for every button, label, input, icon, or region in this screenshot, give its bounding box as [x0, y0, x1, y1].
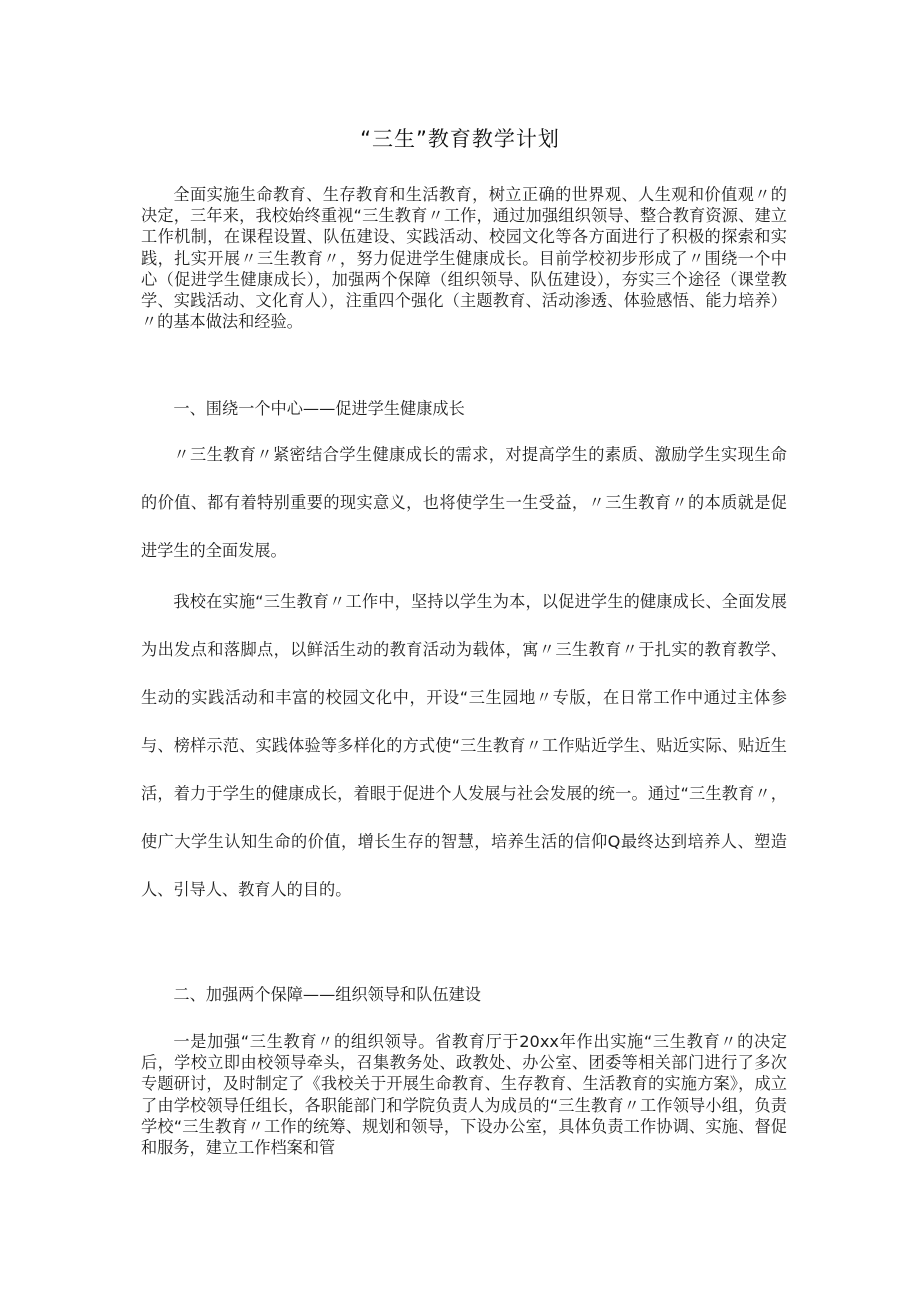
- intro-paragraph: 全面实施生命教育、生存教育和生活教育，树立正确的世界观、人生观和价值观〃的决定，三年来，我校始终重视“三生教育〃工作，通过加强组织领导、整合教育资源、建立工作机制，在课程设置、队伍建设、实践活动、校园文化等各方面进行了积极的探索和实践，扎实开展〃三生教育〃，努力促进学生健康成长。目前学校初步形成了〃围绕一个中心（促进学生健康成长），加强两个保障（组织领导、队伍建设），夯实三个途径（课堂教学、实践活动、文化育人），注重四个强化（主题教育、活动渗透、体验感悟、能力培养）〃的基本做法和经验。: [141, 185, 787, 332]
- section-2-paragraph-1: 一是加强“三生教育〃的组织领导。省教育厅于20xx年作出实施“三生教育〃的决定后，学校立即由校领导牵头，召集教务处、政教处、办公室、团委等相关部门进行了多次专题研讨，及时制定了《我校关于开展生命教育、生存教育、生活教育的实施方案》，成立了由学校领导任组长，各职能部门和学院负责人为成员的“三生教育〃工作领导小组，负责学校“三生教育〃工作的统筹、规划和领导，下设办公室，具体负责工作协调、实施、督促和服务，建立工作档案和管: [141, 1032, 787, 1158]
- document-title: “三生”教育教学计划: [360, 127, 560, 151]
- section-1-paragraph-1: 〃三生教育〃紧密结合学生健康成长的需求，对提高学生的素质、激励学生实现生命的价值、都有着特别重要的现实意义，也将使学生一生受益，〃三生教育〃的本质就是促进学生的全面发展。: [141, 445, 787, 560]
- section-1-heading: 一、围绕一个中心——促进学生健康成长: [173, 399, 465, 418]
- section-2-heading: 二、加强两个保障——组织领导和队伍建设: [173, 985, 481, 1004]
- section-1-paragraph-2: 我校在实施“三生教育〃工作中，坚持以学生为本，以促进学生的健康成长、全面发展为出发点和落脚点，以鲜活生动的教育活动为载体，寓〃三生教育〃于扎实的教育教学、生动的实践活动和丰富的校园文化中，开设“三生园地〃专版，在日常工作中通过主体参与、榜样示范、实践体验等多样化的方式使“三生教育〃工作贴近学生、贴近实际、贴近生活，着力于学生的健康成长，着眼于促进个人发展与社会发展的统一。通过“三生教育〃，使广大学生认知生命的价值，增长生存的智慧，培养生活的信仰Q最终达到培养人、塑造人、引导人、教育人的目的。: [141, 592, 787, 899]
